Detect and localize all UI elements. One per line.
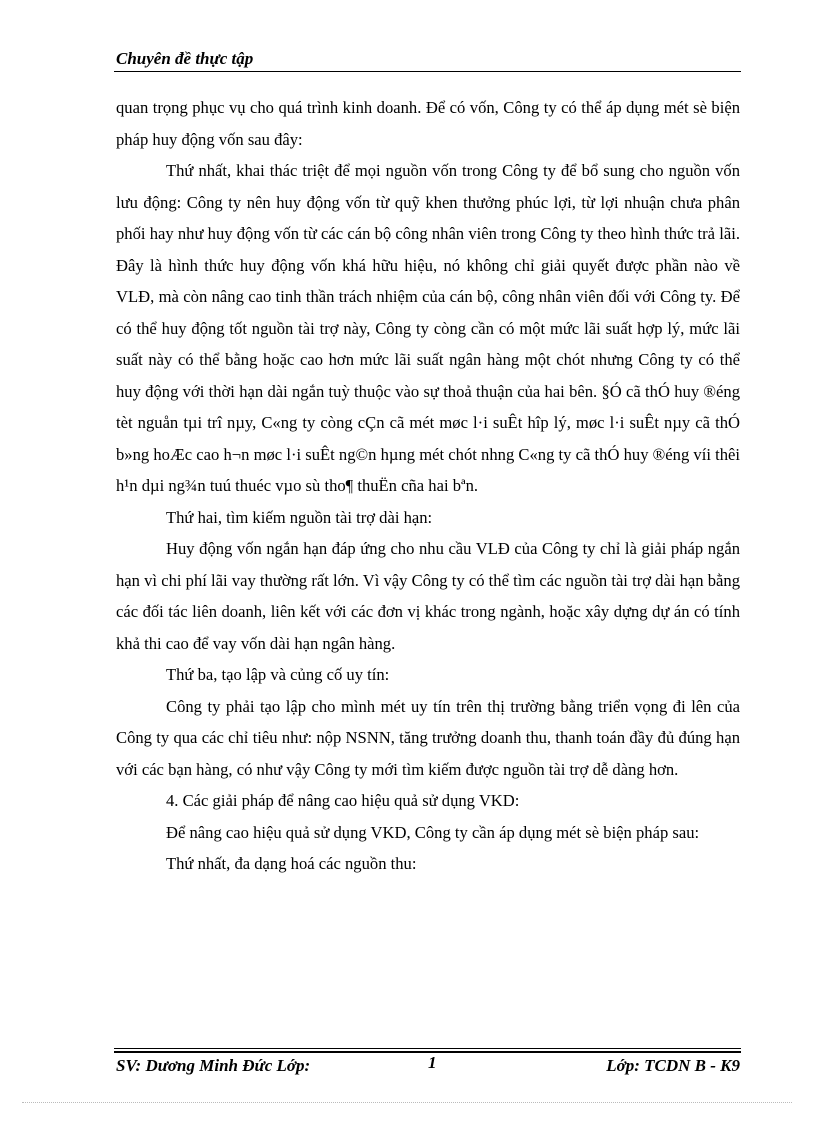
paragraph-reputation: Công ty phải tạo lập cho mình mét uy tín trên thị trường bằng triển vọng đi lên của Công ty qua các chỉ tiêu như: nộp NSNN, tăng trưởng doanh thu, thanh toán đầy đủ đúng hạn với các bạn hàng, có như vậy Công ty mới tìm kiếm được nguồn tài trợ dễ dàng hơn. (116, 696, 740, 779)
page-edge-divider (22, 1102, 792, 1103)
page-footer (116, 1054, 740, 1078)
section-heading-4: 4. Các giải pháp để nâng cao hiệu quả sử dụng VKD: (166, 791, 520, 810)
header-rule (114, 71, 741, 72)
paragraph-third-heading: Thứ ba, tạo lập và củng cố uy tín: (166, 665, 390, 684)
paragraph-first-measure: Thứ nhất, khai thác triệt để mọi nguồn vốn trong Công ty để bổ sung cho nguồn vốn lưu động: Công ty nên huy động vốn từ quỹ khen thưởng phúc lợi, từ lợi nhuận chưa phân phối hay như huy động vốn từ các cán bộ công nhân viên trong Công ty theo hình thức trả lãi. Đây là hình thức huy động vốn khá hữu hiệu, nó không chỉ giải quyết được phần nào về VLĐ, mà còn nâng cao tinh thần trách nhiệm của cán bộ, công nhân viên đối với Công ty. Để có thể huy động tốt nguồn tài trợ này, Công ty còng cần có một mức lãi suất hợp lý, mức lãi suất này có thể bằng hoặc cao hơn mức lãi suất ngân hàng một chót nhưng Công ty có thể huy động với thời hạn dài ngắn tuỳ thuộc vào sự thoả thuận của hai bên. §Ó cã thÓ huy ®éng tèt nguån tµi trî nµy, C«ng ty còng cÇn cã mét møc l·i suÊt hîp lý, møc l·i suÊt nµy cã thÓ b»ng hoÆc cao h¬n møc l·i suÊt ng©n hµng mét chót nhng C«ng ty cã thÓ huy ®éng víi thêi h¹n dµi ng¾n tuú thuéc vµo sù tho¶ thuËn cña hai bªn. (116, 161, 740, 495)
page-header-title: Chuyên đề thực tập (116, 49, 254, 68)
paragraph-second-heading: Thứ hai, tìm kiếm nguồn tài trợ dài hạn: (166, 507, 433, 527)
paragraph-long-term-funding: Huy động vốn ngắn hạn đáp ứng cho nhu cầu VLĐ của Công ty chỉ là giải pháp ngắn hạn vì chi phí lãi vay thường rất lớn. Vì vậy Công ty có thể tìm các nguồn tài trợ dài hạn bằng các đối tác liên doanh, liên kết với các đơn vị khác trong ngành, hoặc xây dựng dự án có tính khả thi cao để vay vốn dài hạn ngân hàng. (116, 539, 740, 653)
footer-class: Lớp: TCDN B - K9 (606, 1056, 740, 1075)
footer-rule-thin (114, 1048, 741, 1049)
paragraph-continuation: quan trọng phục vụ cho quá trình kinh doanh. Để có vốn, Công ty có thể áp dụng mét sè biện pháp huy động vốn sau đây: (116, 98, 740, 149)
document-body (116, 92, 740, 880)
footer-author: SV: Dương Minh Đức Lớp: (116, 1056, 311, 1075)
paragraph-vkd-intro: Để nâng cao hiệu quả sử dụng VKD, Công ty cần áp dụng mét sè biện pháp sau: (166, 822, 700, 842)
paragraph-first-diversify: Thứ nhất, đa dạng hoá các nguồn thu: (166, 854, 417, 873)
page-number: 1 (428, 1053, 437, 1072)
